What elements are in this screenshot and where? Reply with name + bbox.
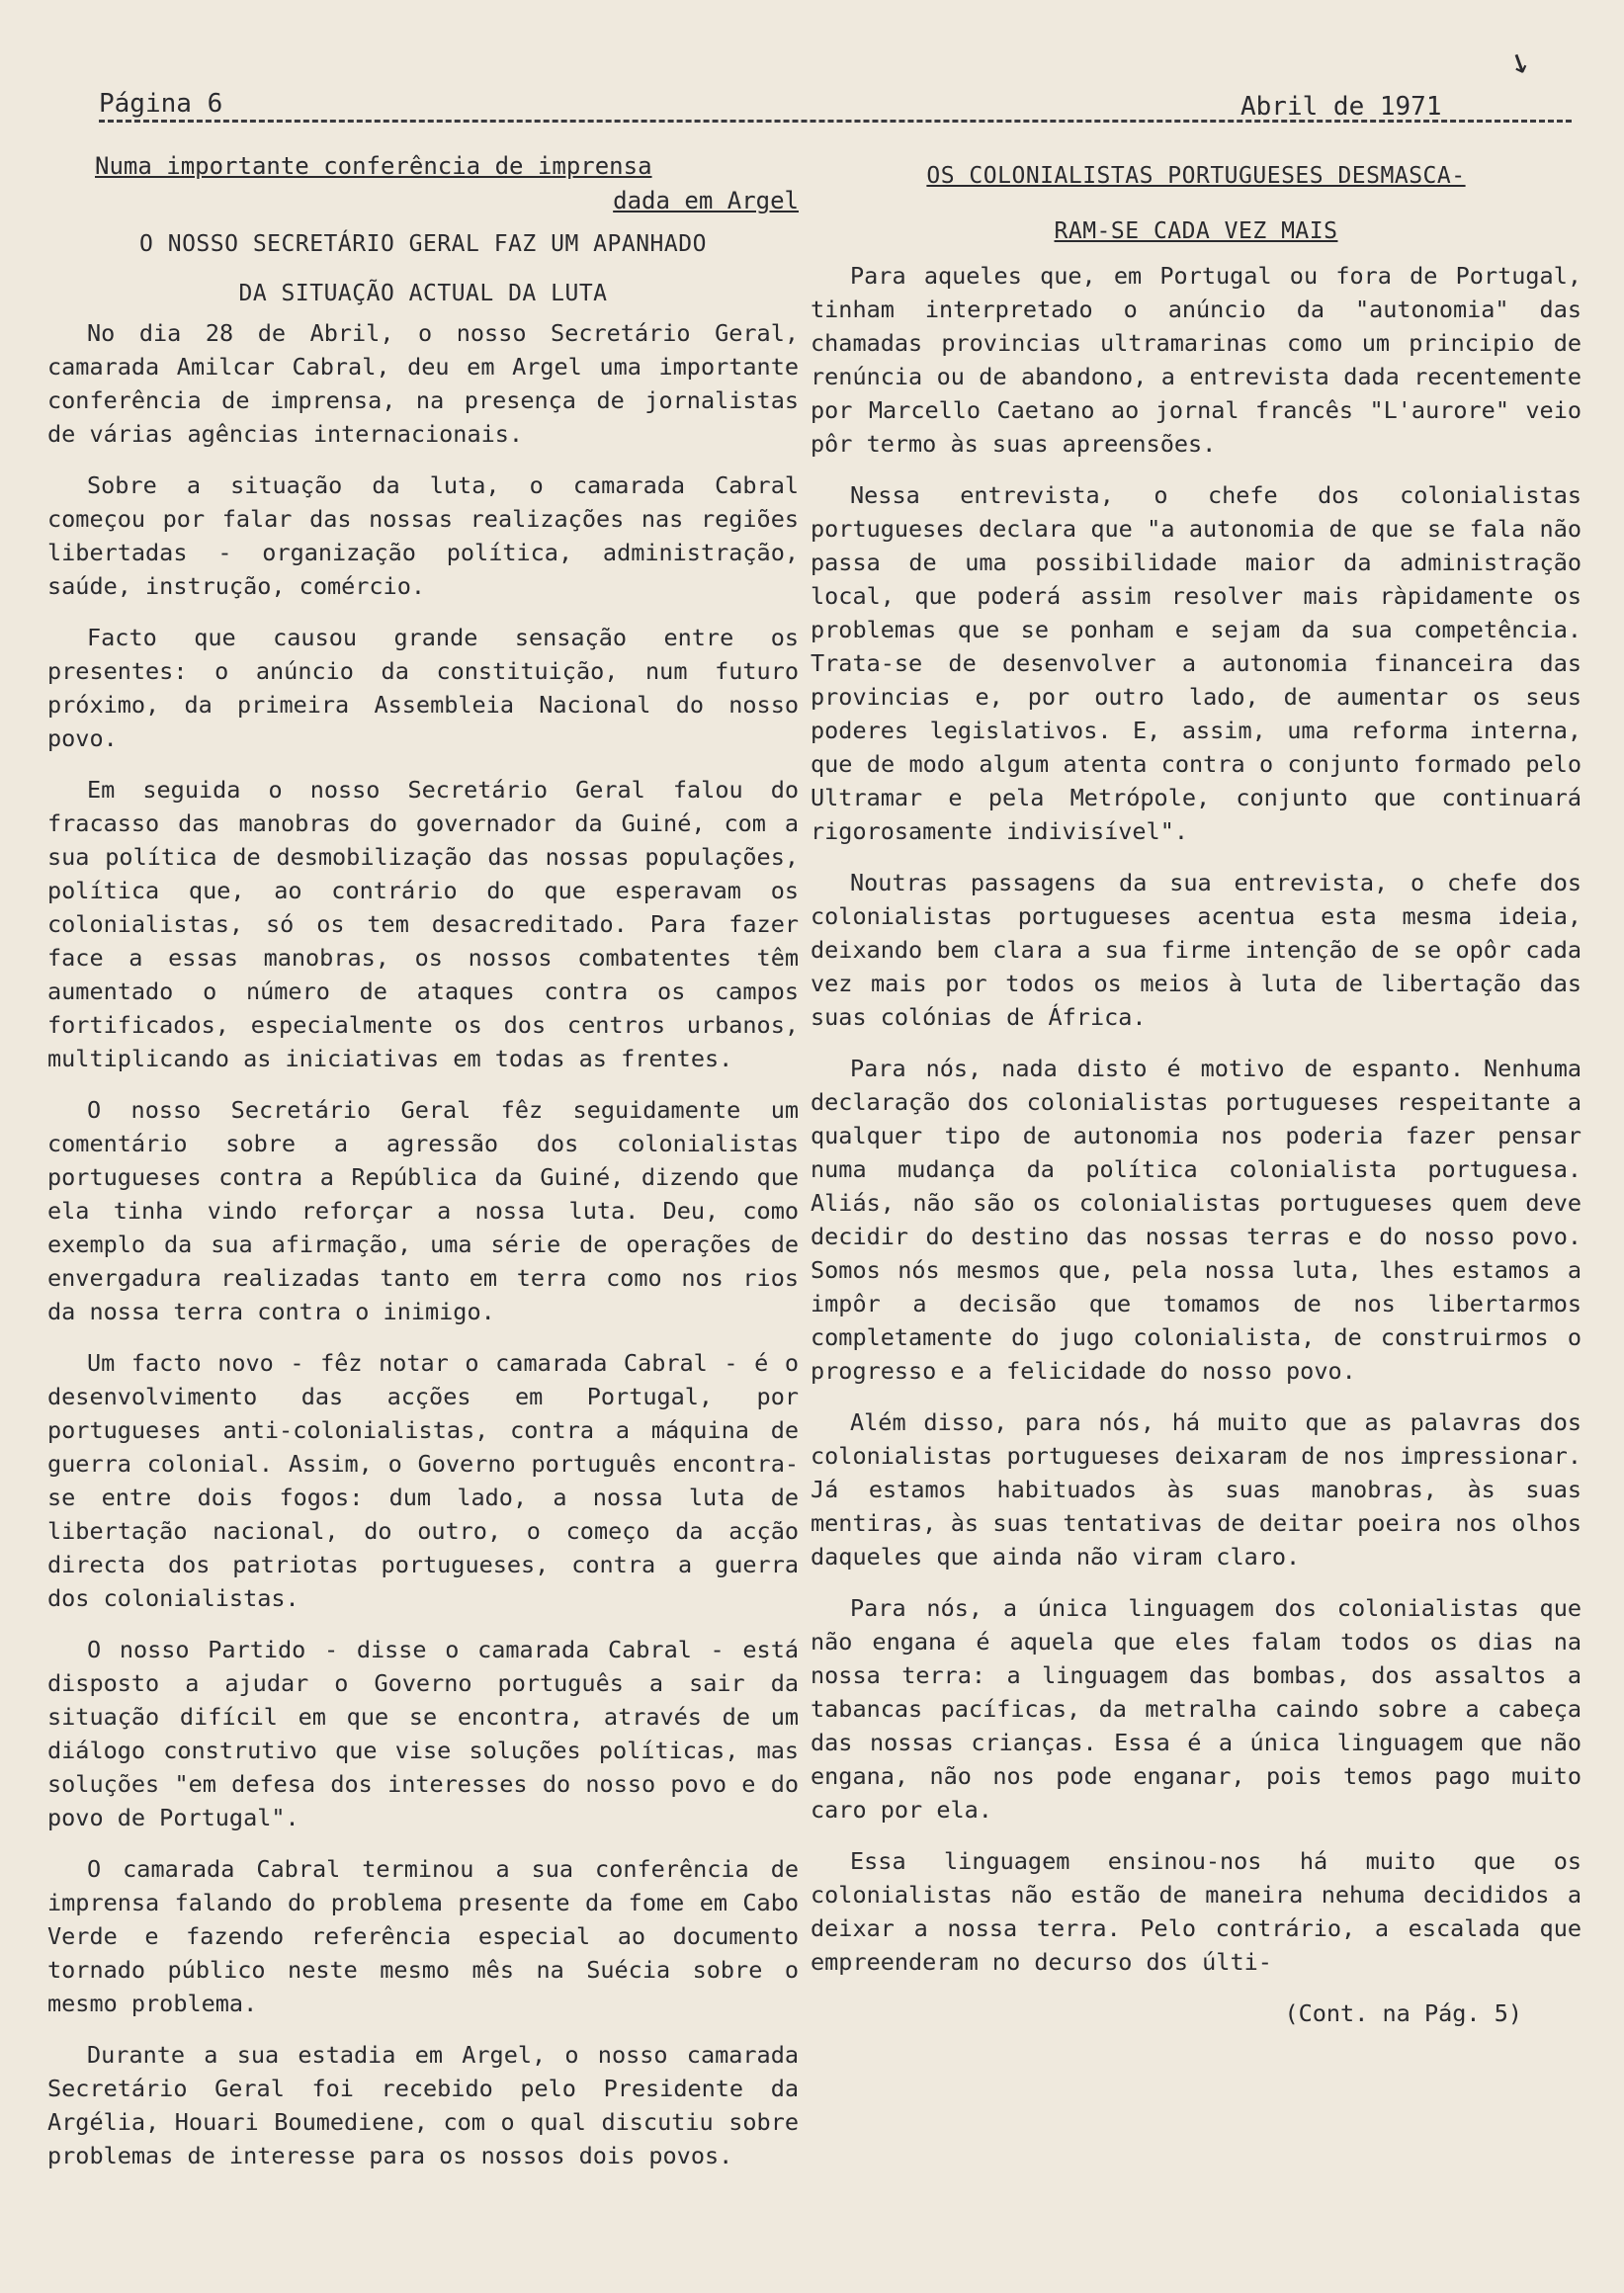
left-paragraph: No dia 28 de Abril, o nosso Secretário Geral, camarada Amilcar Cabral, deu em Argel uma importante conferência de imprensa, na presença de jornalistas de várias agências internacionais. [47, 319, 799, 448]
left-article [47, 148, 799, 2190]
left-headline-line1: O NOSSO SECRETÁRIO GERAL FAZ UM APANHADO [139, 231, 707, 257]
left-kicker-line2: dada em Argel [613, 187, 799, 214]
issue-date: Abril de 1971 [1240, 92, 1442, 122]
left-paragraph: O nosso Partido - disse o camarada Cabral - está disposto a ajudar o Governo português a sair da situação difícil em que se encontra, através de um diálogo construtivo que vise soluções políticas, mas soluções "em defesa dos interesses do nosso povo e do povo de Portugal". [47, 1636, 799, 1831]
continuation-note: (Cont. na Pág. 5) [1284, 1999, 1522, 2027]
right-headline-line1: OS COLONIALISTAS PORTUGUESES DESMASCA- [926, 163, 1466, 189]
left-paragraph: Em seguida o nosso Secretário Geral falou do fracasso das manobras do governador da Guiné, com a sua política de desmobilização das nossas populações, política que, ao contrário do que esperavam os colonialistas, só os tem desacreditado. Para fazer face a essas manobras, os nossos combatentes têm aumentado o número de ataques contra os campos fortificados, especialmente os dos centros urbanos, multiplicando as iniciativas em todas as frentes. [47, 776, 799, 1072]
left-kicker-line1: Numa importante conferência de imprensa [95, 152, 652, 180]
right-paragraph: Noutras passagens da sua entrevista, o chefe dos colonialistas portugueses acentua esta mesma ideia, deixando bem clara a sua firme intenção de se opôr cada vez mais por todos os meios à luta de libertação das suas colónias de África. [811, 869, 1581, 1031]
right-paragraph: Essa linguagem ensinou-nos há muito que os colonialistas não estão de maneira nehuma decididos a deixar a nossa terra. Pelo contrário, a escalada que empreenderam no decurso dos últi- [811, 1847, 1581, 1976]
left-paragraph: Sobre a situação da luta, o camarada Cabral começou por falar das nossas realizações nas regiões libertadas - organização política, administração, saúde, instrução, comércio. [47, 471, 799, 600]
right-paragraph: Para nós, nada disto é motivo de espanto. Nenhuma declaração dos colonialistas portugueses respeitante a qualquer tipo de autonomia nos poderia fazer pensar numa mudança da política colonialista portuguesa. Aliás, não são os colonialistas portugueses quem deve decidir do destino das nossas terras e do nosso povo. Somos nós mesmos que, pela nossa luta, lhes estamos a impôr a decisão que tomamos de nos libertarmos completamente do jugo colonialista, de construirmos o progresso e a felicidade do nosso povo. [811, 1055, 1581, 1385]
left-paragraph: O camarada Cabral terminou a sua conferência de imprensa falando do problema presente da fome em Cabo Verde e fazendo referência especial ao documento tornado público neste mesmo mês na Suécia sobre o mesmo problema. [47, 1855, 799, 2017]
left-paragraph: Facto que causou grande sensação entre os presentes: o anúncio da constituição, num futuro próximo, da primeira Assembleia Nacional do nosso povo. [47, 624, 799, 752]
left-headline-line2: DA SITUAÇÃO ACTUAL DA LUTA [238, 281, 608, 306]
page-number: Página 6 [99, 89, 223, 119]
right-paragraph: Além disso, para nós, há muito que as palavras dos colonialistas portugueses deixaram de nos impressionar. Já estamos habituados às suas manobras, às suas mentiras, às suas tentativas de deitar poeira nos olhos daqueles que ainda não viram claro. [811, 1408, 1581, 1571]
left-paragraph: Durante a sua estadia em Argel, o nosso camarada Secretário Geral foi recebido pelo Presidente da Argélia, Houari Boumediene, com o qual discutiu sobre problemas de interesse para os nossos dois povos. [47, 2041, 799, 2169]
right-paragraph: Para aqueles que, em Portugal ou fora de Portugal, tinham interpretado o anúncio da "autonomia" das chamadas provincias ultramarinas como um principio de renúncia ou de abandono, a entrevista dada recentemente por Marcello Caetano ao jornal francês "L'aurore" veio pôr termo às suas apreensões. [811, 262, 1581, 458]
handwritten-mark-icon: ↘ [1502, 37, 1540, 83]
right-headline-line2: RAM-SE CADA VEZ MAIS [1054, 218, 1338, 244]
left-paragraph: O nosso Secretário Geral fêz seguidamente um comentário sobre a agressão dos colonialistas portugueses contra a República da Guiné, dizendo que ela tinha vindo reforçar a nossa luta. Deu, como exemplo da sua afirmação, uma série de operações de envergadura realizadas tanto em terra como nos rios da nossa terra contra o inimigo. [47, 1096, 799, 1325]
header-divider [99, 120, 1572, 123]
right-paragraph: Nessa entrevista, o chefe dos colonialistas portugueses declara que "a autonomia de que se fala não passa de uma possibilidade maior da administração local, que poderá assim resolver mais ràpidamente os problemas que se ponham e sejam da sua competência. Trata-se de desenvolver a autonomia financeira das provincias e, por outro lado, de aumentar os seus poderes legislativos. E, assim, uma reforma interna, que de modo algum atenta contra o conjunto formado pelo Ultramar e pela Metrópole, conjunto que continuará rigorosamente indivisível". [811, 481, 1581, 845]
left-paragraph: Um facto novo - fêz notar o camarada Cabral - é o desenvolvimento das acções em Portugal, por portugueses anti-colonialistas, contra a máquina de guerra colonial. Assim, o Governo português encontra-se entre dois fogos: dum lado, a nossa luta de libertação nacional, do outro, o começo da acção directa dos patriotas portugueses, contra a guerra dos colonialistas. [47, 1349, 799, 1612]
right-paragraph: Para nós, a única linguagem dos colonialistas que não engana é aquela que eles falam todos os dias na nossa terra: a linguagem das bombas, dos assaltos a tabancas pacíficas, da metralha caindo sobre a cabeça das nossas crianças. Essa é a única linguagem que não engana, não nos pode enganar, pois temos pago muito caro por ela. [811, 1594, 1581, 1824]
right-article [811, 148, 1581, 2030]
